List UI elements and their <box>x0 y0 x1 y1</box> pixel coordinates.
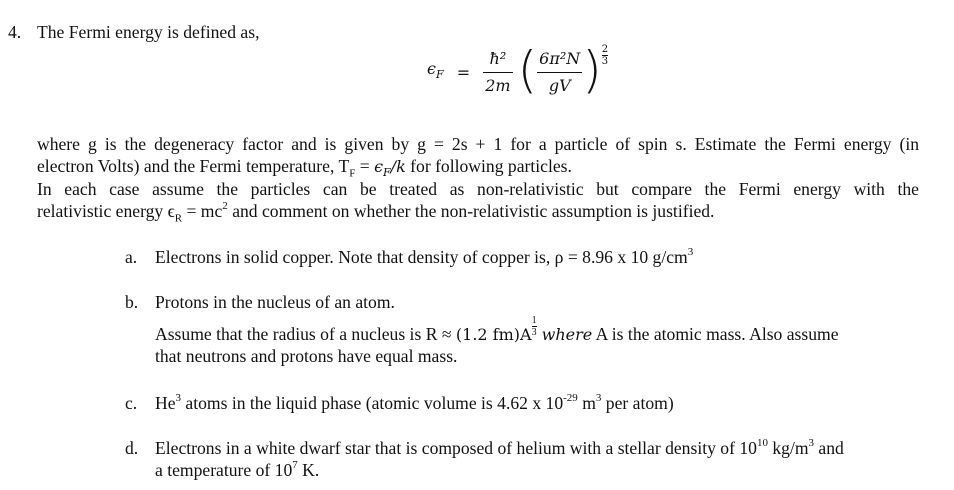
equation-equals: = <box>456 62 471 82</box>
paragraph-line: relativistic energy $\epsilon_R = mc^2$ and comment on whether the non-relativistic assumption is justified. <box>37 200 715 225</box>
item-marker-d: d. <box>125 438 139 458</box>
item-text-d-line2: a temperature of $10^7$ K. <box>155 459 320 480</box>
left-paren: ( <box>517 40 538 99</box>
item-marker-c: c. <box>125 393 138 413</box>
item-text-b-line3: that neutrons and protons have equal mass. <box>155 346 458 366</box>
paragraph-line: electron Volts) and the Fermi temperature, $T_F = \epsilon_F/k$ for following particles. <box>37 156 572 180</box>
fermi-energy-equation <box>427 40 609 99</box>
item-text-b-line2: Assume that the radius of a nucleus is R ≈ (1.2 fm)A $\frac{1}{3}$ where A is the atomic mass. Also assume <box>155 315 839 344</box>
right-paren: ) <box>582 40 602 99</box>
problem-number: 4. <box>8 22 22 42</box>
item-marker-b: b. <box>125 292 139 312</box>
paragraph-line: In each case assume the particles can be treated as non-relativistic but compare the Fermi energy with the <box>37 179 919 199</box>
paragraph-line: where g is the degeneracy factor and is given by g = 2s + 1 for a particle of spin s. Estimate the Fermi energy (in <box>37 134 919 154</box>
equation-lhs: $\epsilon_F$ <box>427 59 444 82</box>
item-text-d-line1: Electrons in a white dwarf star that is composed of helium with a stellar density of $10^{10}$ $kg/m^3$ and <box>155 437 844 458</box>
equation-inner-fraction: $\frac{\text{6π²N}}{gV}$ <box>539 49 581 95</box>
equation-prefactor: $\frac{\text{ħ²}}{2m}$ <box>485 49 511 95</box>
equation-exponent: $\frac{2}{3}$ <box>601 44 609 67</box>
item-text-c: He$^3$ atoms in the liquid phase (atomic volume is 4.62 x $10^{-29}$ $m^3$ per atom) <box>155 392 674 413</box>
item-text-a: Electrons in solid copper. Note that density of copper is, ρ = 8.96 x 10 $g/cm^3$ <box>155 246 694 267</box>
problem-intro: The Fermi energy is defined as, <box>37 22 260 42</box>
item-text-b-line1: Protons in the nucleus of an atom. <box>155 292 395 312</box>
nucleus-radius-exponent: $\frac{1}{3}$ <box>531 315 537 338</box>
item-marker-a: a. <box>125 247 138 267</box>
